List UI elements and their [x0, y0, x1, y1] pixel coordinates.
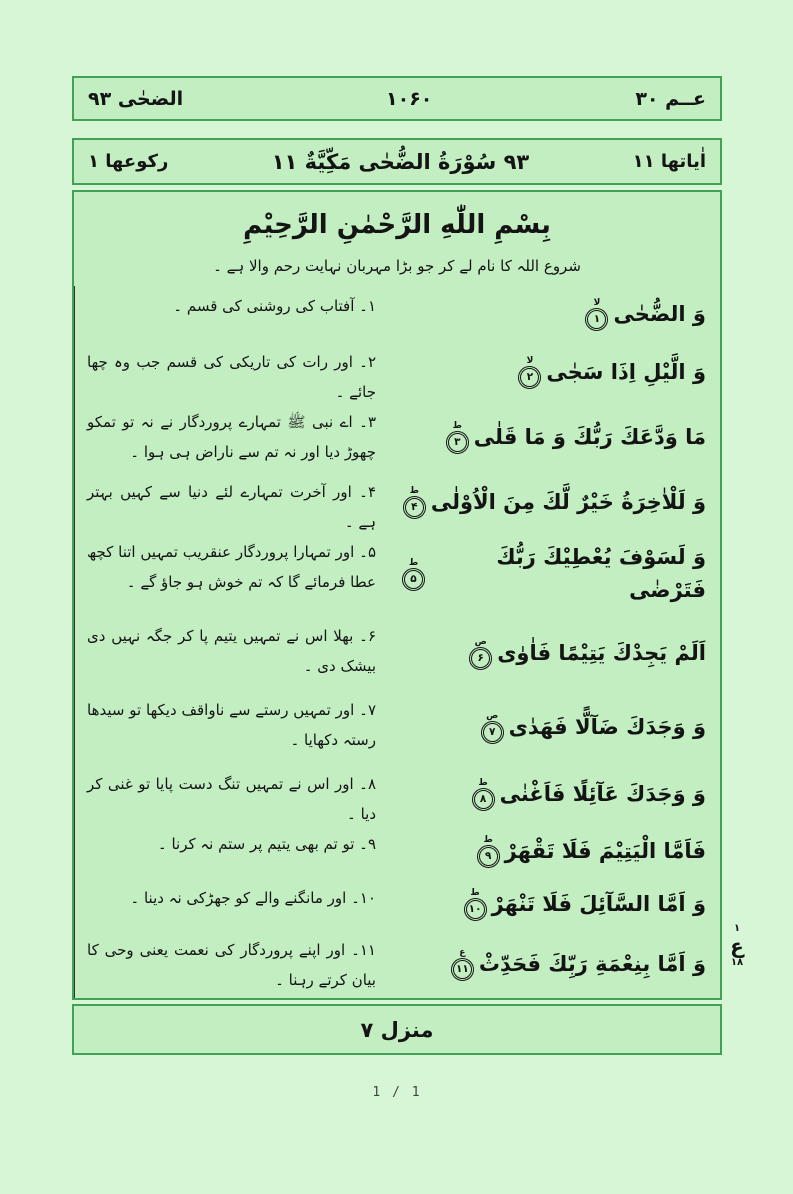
arabic-verse	[394, 342, 720, 402]
quran-page	[72, 76, 744, 1100]
waqf-stop-sign: ط	[483, 835, 493, 845]
ayah-end-marker	[479, 836, 498, 866]
manzil-label: منزل ۷	[360, 1017, 434, 1042]
urdu-translation: ۱۱۔ اور اپنے پروردگار کی نعمت یعنی وحی کا بیان کرتے رہنا ۔	[74, 930, 394, 998]
waqf-stop-sign: ط	[408, 558, 419, 568]
urdu-translation: ۲۔ اور رات کی تاریکی کی قسم جب وہ چھا جائے ۔	[74, 342, 394, 402]
ayah-number-circle: ۶	[471, 649, 490, 668]
arabic-verse-text: وَ الَّيْلِ اِذَا سَجٰى	[546, 359, 706, 384]
arabic-verse	[394, 472, 720, 532]
mushaf-page-number: ۱۰۶۰	[386, 87, 433, 110]
waqf-stop-sign: لا	[526, 356, 534, 366]
bismillah-arabic: بِسْمِ اللّٰهِ الرَّحْمٰنِ الرَّحِيْمِ	[243, 210, 551, 240]
verse-row	[74, 690, 720, 764]
surah-title: ۹۳ سُوْرَةُ الضُّحٰی مَکِّیَّةٌ ۱۱	[271, 149, 530, 174]
arabic-verse-text: وَ وَجَدَكَ عَآئِلًا فَاَغْنٰى	[499, 781, 706, 806]
arabic-verse-text: مَا وَدَّعَكَ رَبُّكَ وَ مَا قَلٰى	[473, 424, 706, 449]
ruku-count-label: رکوعها ۱	[88, 151, 169, 172]
waqf-stop-sign: ع	[459, 948, 466, 958]
arabic-verse	[394, 402, 720, 472]
manzil-footer-box	[72, 1004, 722, 1055]
verse-row	[74, 472, 720, 532]
waqf-stop-sign: ص	[486, 711, 499, 721]
urdu-translation: ۵۔ اور تمہارا پروردگار عنقریب تمہیں اتنا کچھ عطا فرمائے گا کہ تم خوش ہو جاؤ گے ۔	[74, 532, 394, 616]
waqf-stop-sign: ط	[409, 486, 420, 496]
ayah-number-circle: ۸	[474, 790, 493, 809]
bismillah-urdu-translation: شروع اللہ کا نام لے کر جو بڑا مہربان نہایت رحم والا ہے ۔	[213, 257, 581, 275]
verse-row	[74, 764, 720, 824]
surah-body-box	[72, 190, 722, 1000]
verse-row	[74, 286, 720, 342]
arabic-verse-text: فَاَمَّا الْيَتِيْمَ فَلَا تَقْهَرْ	[504, 838, 706, 863]
verses-area	[74, 286, 720, 998]
ayah-end-marker	[474, 779, 493, 809]
ruku-margin-marker	[724, 924, 750, 968]
ayah-number-circle: ۷	[483, 723, 502, 742]
waqf-stop-sign: ط	[478, 778, 488, 788]
ayah-number-circle: ۹	[479, 847, 498, 866]
verse-row	[74, 878, 720, 930]
arabic-verse	[394, 286, 720, 342]
arabic-verse	[394, 878, 720, 930]
arabic-verse-text: وَ وَجَدَكَ ضَآلًّا فَهَدٰى	[508, 714, 706, 739]
ayah-end-marker	[448, 422, 467, 452]
arabic-verse-text: وَ لَلْاٰخِرَةُ خَيْرٌ لَّكَ مِنَ الْاُوْلٰى	[430, 489, 706, 514]
ayah-number-circle: ۳	[448, 433, 467, 452]
verse-row	[74, 824, 720, 878]
waqf-stop-sign: ط	[470, 888, 480, 898]
ayah-end-marker	[404, 559, 423, 589]
urdu-translation: ۸۔ اور اس نے تمہیں تنگ دست پایا تو غنی کر دیا ۔	[74, 764, 394, 824]
arabic-verse	[394, 930, 720, 998]
ayah-end-marker	[471, 638, 490, 668]
arabic-verse-text: وَ اَمَّا بِنِعْمَةِ رَبِّكَ فَحَدِّثْ	[478, 951, 706, 976]
urdu-translation: ۹۔ تو تم بھی یتیم پر ستم نہ کرنا ۔	[74, 824, 394, 878]
waqf-stop-sign: ص	[474, 637, 487, 647]
ayah-end-marker	[587, 299, 606, 329]
ayah-number-circle: ۱۰	[466, 900, 485, 919]
ayah-number-circle: ۱۱	[453, 960, 472, 979]
arabic-verse-text: وَ اَمَّا السَّآئِلَ فَلَا تَنْهَرْ	[491, 891, 706, 916]
verse-row	[74, 616, 720, 690]
arabic-verse	[394, 616, 720, 690]
ayah-number-circle: ۴	[405, 498, 424, 517]
verse-row	[74, 402, 720, 472]
urdu-translation: ۱۔ آفتاب کی روشنی کی قسم ۔	[74, 286, 394, 342]
verse-row	[74, 532, 720, 616]
urdu-translation: ۱۰۔ اور مانگنے والے کو جھڑکی نہ دینا ۔	[74, 878, 394, 930]
ayah-end-marker	[453, 949, 472, 979]
ayah-number-circle: ۲	[520, 368, 539, 387]
arabic-verse	[394, 764, 720, 824]
arabic-verse	[394, 532, 720, 616]
waqf-stop-sign: لا	[593, 298, 601, 308]
ayah-end-marker	[466, 889, 485, 919]
arabic-verse	[394, 690, 720, 764]
viewer-background	[0, 76, 793, 1194]
ayah-end-marker	[520, 357, 539, 387]
ayah-end-marker	[405, 487, 424, 517]
surah-name-page-label: الضحٰی ۹۳	[88, 87, 184, 110]
arabic-verse-text: وَ الضُّحٰى	[613, 301, 706, 326]
waqf-stop-sign: ط	[452, 421, 462, 431]
urdu-translation: ۴۔ اور آخرت تمہارے لئے دنیا سے کہیں بہتر ہے ۔	[74, 472, 394, 532]
header-row	[72, 76, 722, 121]
ruku-number-top: ۱	[733, 923, 741, 934]
urdu-translation: ۳۔ اے نبی ﷺ تمہارے پروردگار نے نہ تو تمکو چھوڑ دیا اور نہ تم سے ناراض ہی ہوا ۔	[74, 402, 394, 472]
viewer-page-indicator: 1 / 1	[372, 1085, 422, 1100]
arabic-verse-text: اَلَمْ يَجِدْكَ يَتِيْمًا فَاٰوٰى	[497, 640, 706, 665]
juz-label: عــم ۳۰	[635, 87, 706, 110]
verse-row	[74, 342, 720, 402]
arabic-verse	[394, 824, 720, 878]
verse-row	[74, 930, 720, 998]
urdu-translation: ۷۔ اور تمہیں رستے سے ناواقف دیکھا تو سیدھا رستہ دکھایا ۔	[74, 690, 394, 764]
ayah-end-marker	[483, 712, 502, 742]
ayat-count-label: اٰیاتها ۱۱	[632, 151, 706, 172]
ayah-number-circle: ۱	[587, 310, 606, 329]
ruku-number-bottom: ۱۸	[730, 957, 744, 968]
urdu-translation: ۶۔ بھلا اس نے تمہیں یتیم پا کر جگہ نہیں دی بیشک دی ۔	[74, 616, 394, 690]
arabic-verse-text: وَ لَسَوْفَ يُعْطِيْكَ رَبُّكَ فَتَرْضٰى	[496, 545, 706, 602]
ayah-number-circle: ۵	[404, 570, 423, 589]
surah-title-bar	[72, 138, 722, 185]
ruku-ain-icon: ع	[730, 934, 744, 958]
